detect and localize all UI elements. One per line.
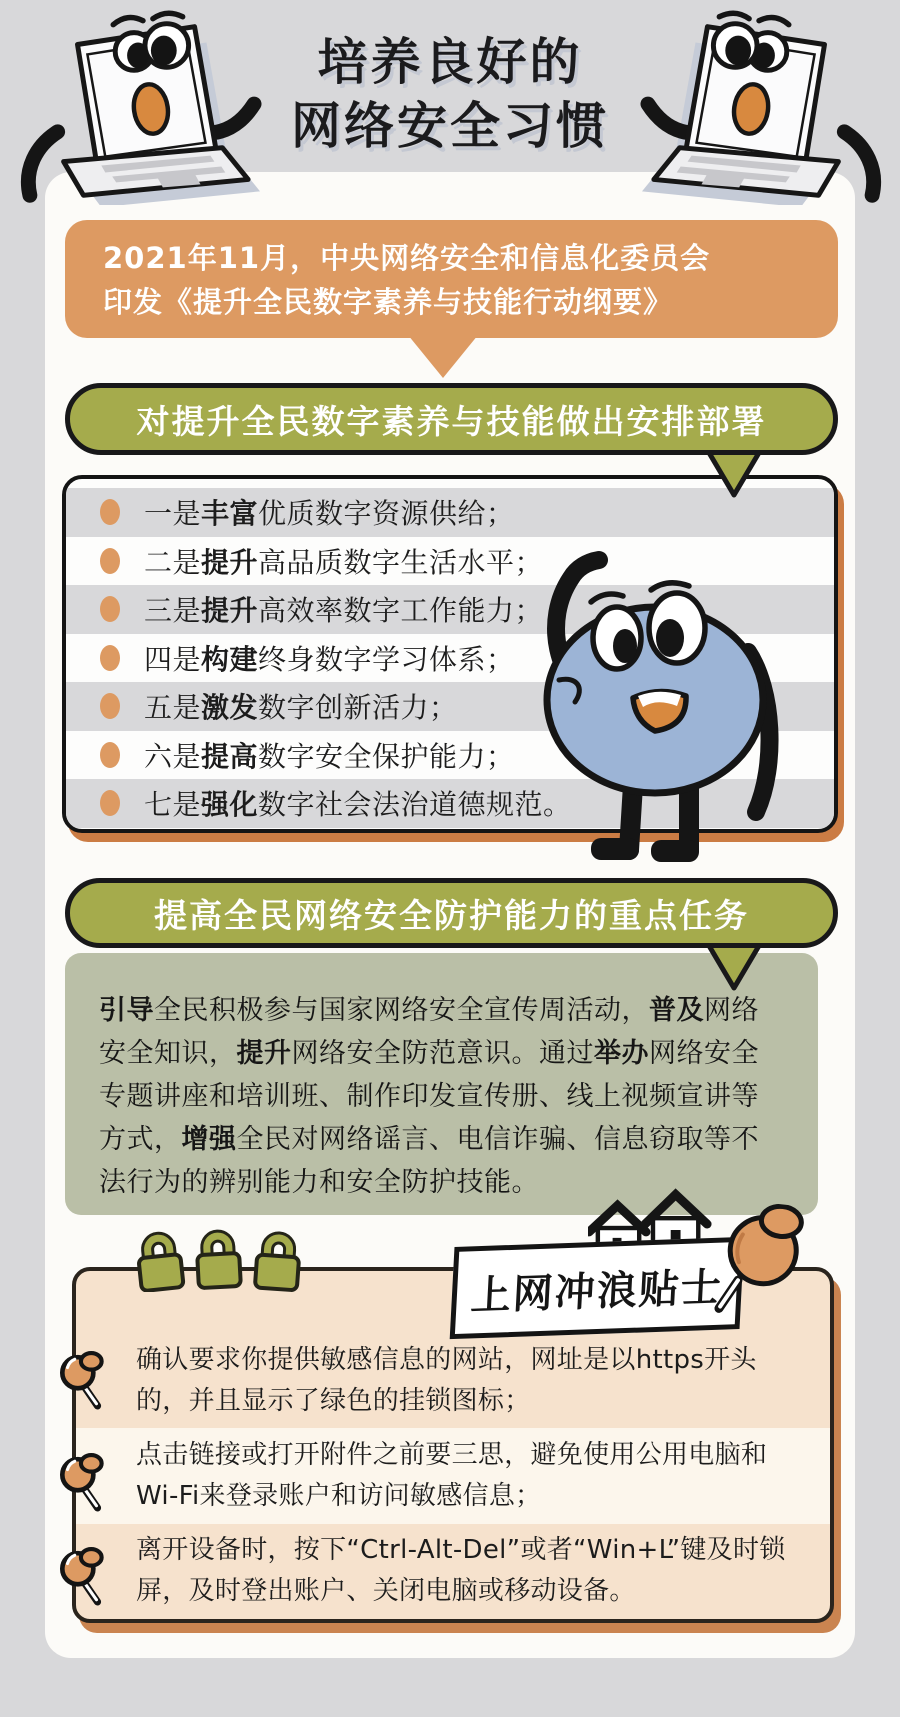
announcement-line2: 印发《提升全民数字素养与技能行动纲要》 [103,285,674,319]
padlock-icon [137,1236,184,1291]
section2-heading-pill [65,878,838,948]
bullet-dot-icon [100,742,120,768]
banner-pointer-icon [408,335,478,378]
pushpin-icon [704,1198,808,1327]
announcement-line1: 2021年11月，中央网络安全和信息化委员会 [103,241,711,275]
pill-notch-icon [704,449,764,501]
bullet-dot-icon [100,548,120,574]
bullet-dot-icon [100,790,120,816]
section1-heading-pill [65,383,838,455]
bullet-dot-icon [100,693,120,719]
list-item-text: 一是丰富优质数字资源供给； [144,497,515,531]
page-title [0,30,900,158]
ball-character-icon [505,540,795,885]
list-item-text: 二是提升高品质数字生活水平； [144,545,544,579]
list-item-text: 四是构建终身数字学习体系； [144,642,515,676]
padlock-icon [196,1235,241,1288]
section1-heading: 对提升全民数字素养与技能做出安排部署 [136,401,767,441]
announcement-banner [65,220,838,338]
tip-text: 离开设备时，按下“Ctrl-Alt-Del”或者“Win+L”键及时锁屏，及时登出账户、关闭电脑或移动设备。 [136,1535,786,1607]
list-item-text: 六是提高数字安全保护能力； [144,739,515,773]
page-title-line1: 培养良好的 [317,33,583,91]
tip-item [76,1428,830,1523]
pushpin-icon [59,1351,107,1411]
list-item-text: 三是提升高效率数字工作能力； [144,594,544,628]
bullet-dot-icon [100,645,120,671]
pushpin-icon [59,1547,107,1607]
tip-item [76,1333,830,1428]
tips-heading-banner [450,1237,745,1339]
tip-text: 点击链接或打开附件之前要三思，避免使用公用电脑和Wi-Fi来登录账户和访问敏感信息； [136,1439,768,1511]
bullet-dot-icon [100,596,120,622]
tip-text: 确认要求你提供敏感信息的网站，网址是以https开头的，并且显示了绿色的挂锁图标； [136,1344,757,1416]
pill-notch-icon [704,942,764,994]
list-item-text: 七是强化数字社会法治道德规范。 [144,788,572,822]
pushpin-icon [59,1453,107,1513]
padlock-icon [255,1237,300,1291]
section2-heading: 提高全民网络安全防护能力的重点任务 [154,895,749,935]
tips-heading: 上网冲浪贴士 [469,1264,724,1319]
page-title-line2: 网络安全习惯 [291,97,609,155]
bullet-dot-icon [100,499,120,525]
list-item-text: 五是激发数字创新活力； [144,691,458,725]
tip-item [76,1524,830,1619]
key-task-paragraph: 引导全民积极参与国家网络安全宣传周活动，普及网络安全知识，提升网络安全防范意识。通过举办网络安全专题讲座和培训班、制作印发宣传册、线上视频宣讲等方式，增强全民对网络谣言、电信诈骗、信息窃取等不法行为的辨别能力和安全防护技能。 [65,953,818,1215]
padlocks-icon [136,1226,308,1292]
